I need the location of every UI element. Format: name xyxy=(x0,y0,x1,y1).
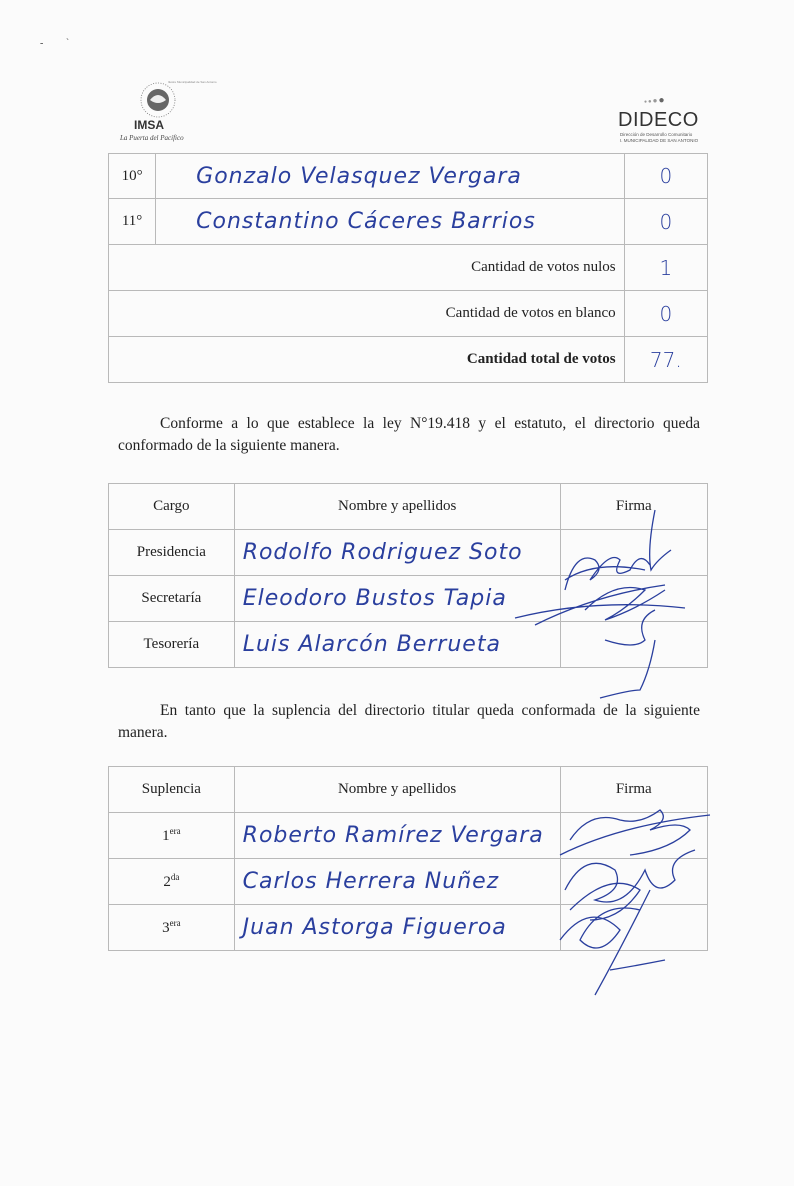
total-votes-value: 77. xyxy=(624,337,707,383)
dideco-logo xyxy=(618,95,710,150)
ordinal-suffix: era xyxy=(169,918,181,928)
imsa-tagline: La Puerta del Pacífico xyxy=(120,134,184,142)
blank-votes-value: 0 xyxy=(624,291,707,337)
table-row xyxy=(109,291,708,337)
name-cell: Carlos Herrera Nuñez xyxy=(234,859,560,905)
name-cell: Roberto Ramírez Vergara xyxy=(234,813,560,859)
header-firma: Firma xyxy=(560,484,707,530)
table-row xyxy=(109,154,708,199)
paragraph-directorio: Conforme a lo que establece la ley N°19.418 y el estatuto, el directorio queda conformado de la siguiente manera. xyxy=(118,415,700,454)
ordinal-number: 2 xyxy=(163,874,171,890)
imsa-ring-text: Ilustre Municipalidad de San Antonio xyxy=(168,80,217,84)
suplencia-number xyxy=(109,905,235,951)
table-row xyxy=(109,245,708,291)
cargo-cell: Tesorería xyxy=(109,622,235,668)
header-firma: Firma xyxy=(560,767,707,813)
name-cell: Rodolfo Rodriguez Soto xyxy=(234,530,560,576)
suplencia-number xyxy=(109,813,235,859)
votes-table xyxy=(108,153,708,383)
suplencia-signatures xyxy=(540,800,720,1000)
cargo-cell: Secretaría xyxy=(109,576,235,622)
suplencia-number xyxy=(109,859,235,905)
candidate-number: 11° xyxy=(109,199,156,245)
name-cell: Luis Alarcón Berrueta xyxy=(234,622,560,668)
scan-marks: - ` xyxy=(40,38,70,49)
ordinal-number: 1 xyxy=(162,828,170,844)
header-suplencia: Suplencia xyxy=(109,767,235,813)
dideco-logo-text: DIDECO xyxy=(618,109,699,131)
header-nombre: Nombre y apellidos xyxy=(234,484,560,530)
candidate-votes: 0 xyxy=(624,199,707,245)
table-row xyxy=(109,337,708,383)
paragraph-suplencia: En tanto que la suplencia del directorio titular queda conformada de la siguiente manera. xyxy=(118,702,700,741)
candidate-votes: 0 xyxy=(624,154,707,199)
blank-votes-label: Cantidad de votos en blanco xyxy=(109,291,625,337)
ordinal-number: 3 xyxy=(162,920,170,936)
candidate-number: 10° xyxy=(109,154,156,199)
table-row xyxy=(109,199,708,245)
name-cell: Juan Astorga Figueroa xyxy=(234,905,560,951)
cargo-cell: Presidencia xyxy=(109,530,235,576)
candidate-name: Gonzalo Velasquez Vergara xyxy=(156,154,624,199)
ordinal-suffix: da xyxy=(170,872,180,882)
candidate-name: Constantino Cáceres Barrios xyxy=(156,199,624,245)
name-cell: Eleodoro Bustos Tapia xyxy=(234,576,560,622)
null-votes-value: 1 xyxy=(624,245,707,291)
imsa-logo xyxy=(120,78,217,150)
ordinal-suffix: era xyxy=(169,826,181,836)
dideco-dots: ●●●● xyxy=(644,95,666,106)
dideco-line2: I. MUNICIPALIDAD DE SAN ANTONIO xyxy=(620,138,699,143)
directorio-signatures xyxy=(505,500,705,700)
imsa-logo-text: IMSA xyxy=(134,118,164,132)
header-cargo: Cargo xyxy=(109,484,235,530)
header-nombre: Nombre y apellidos xyxy=(234,767,560,813)
null-votes-label: Cantidad de votos nulos xyxy=(109,245,625,291)
dideco-line1: Dirección de Desarrollo Comunitario xyxy=(620,132,693,137)
total-votes-label: Cantidad total de votos xyxy=(109,337,625,383)
